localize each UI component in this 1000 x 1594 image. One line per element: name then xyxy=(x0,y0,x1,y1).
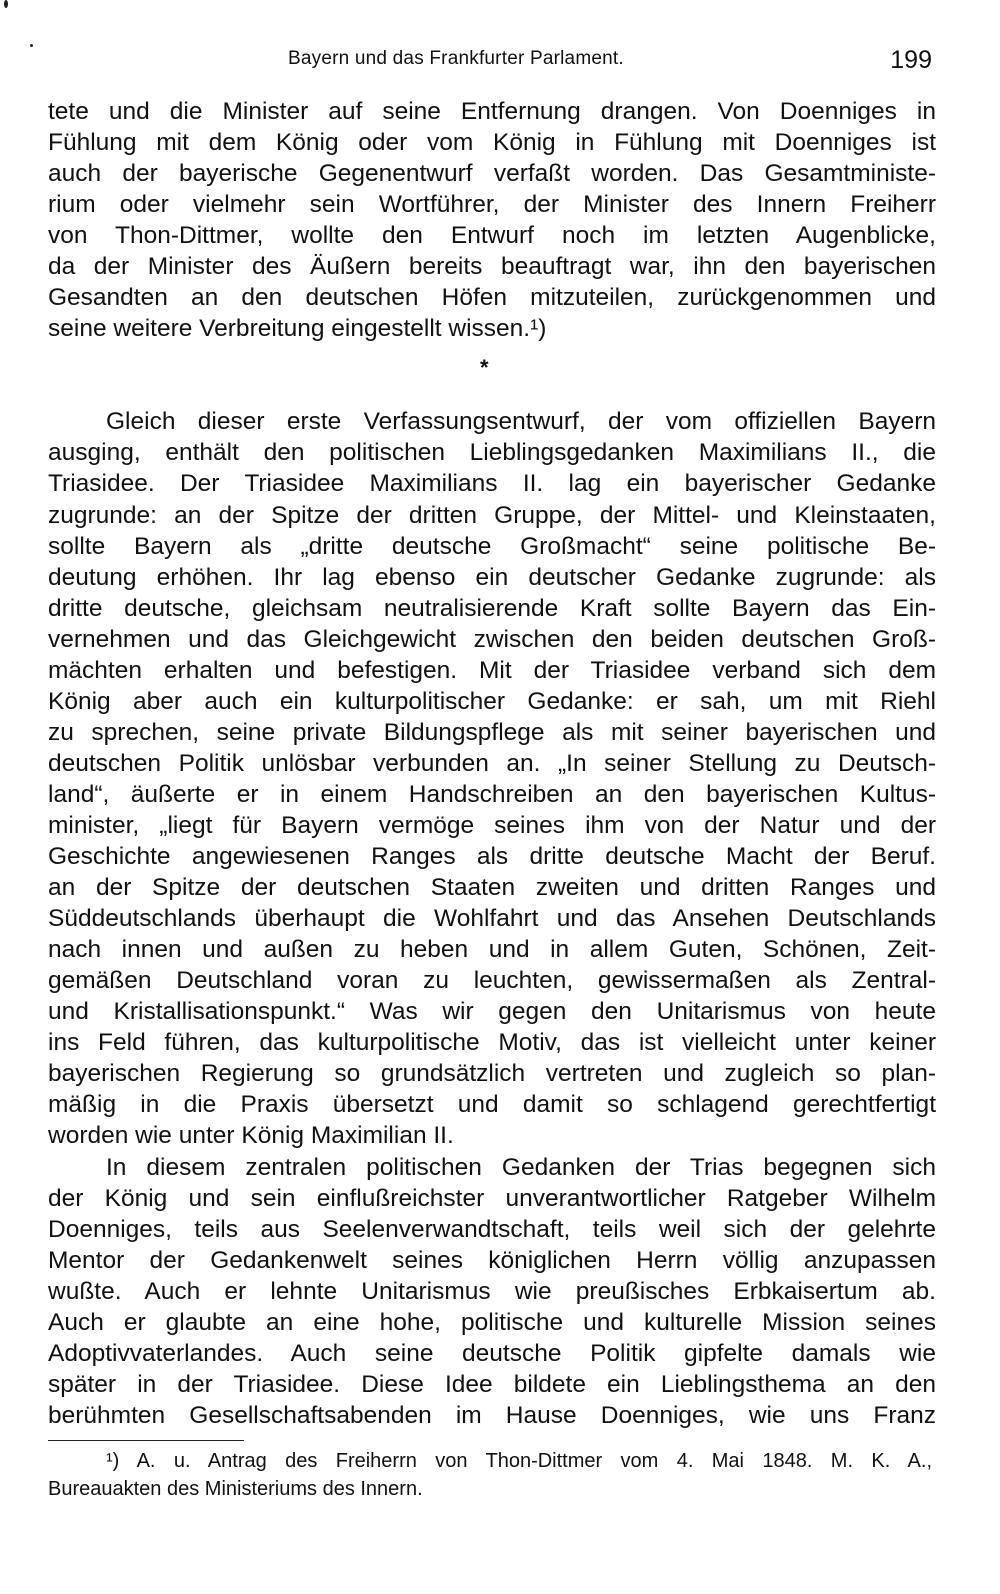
text-line: Auch er glaubte an eine hohe, politische und kulturelle Mission seines xyxy=(48,1308,936,1336)
text-line: Geschichte angewiesenen Ranges als dritte deutsche Macht der Beruf. xyxy=(48,843,936,871)
text-line: Gesandten an den deutschen Höfen mitzuteilen, zurückgenommen und xyxy=(48,284,936,312)
text-line: vernehmen und das Gleichgewicht zwischen den beiden deutschen Groß- xyxy=(48,625,936,653)
text-line: sollte Bayern als „dritte deutsche Großmacht“ seine politische Be- xyxy=(48,532,936,560)
text-line: Fühlung mit dem König oder vom König in Fühlung mit Doenniges ist xyxy=(48,129,936,157)
text-line: berühmten Gesellschaftsabenden im Hause Doenniges, wie uns Franz xyxy=(48,1401,936,1429)
text-line: bayerischen Regierung so grundsätzlich vertreten und zugleich so plan- xyxy=(48,1060,936,1088)
text-line: dritte deutsche, gleichsam neutralisierende Kraft sollte Bayern das Ein- xyxy=(48,594,936,622)
scan-speck xyxy=(30,44,33,47)
text-line: ausging, enthält den politischen Lieblingsgedanken Maximilians II., die xyxy=(48,439,936,467)
text-line: In diesem zentralen politischen Gedanken der Trias begegnen sich xyxy=(106,1153,936,1181)
text-line: ins Feld führen, das kulturpolitische Motiv, das ist vielleicht unter keiner xyxy=(48,1029,936,1057)
text-line: tete und die Minister auf seine Entfernung drangen. Von Doenniges in xyxy=(48,98,936,125)
text-line: der König und sein einflußreichster unverantwortlicher Ratgeber Wilhelm xyxy=(48,1184,936,1212)
text-line: da der Minister des Äußern bereits beauftragt war, ihn den bayerischen xyxy=(48,253,936,281)
section-separator xyxy=(48,344,936,406)
text-line: zugrunde: an der Spitze der dritten Gruppe, der Mittel- und Kleinstaaten, xyxy=(48,501,936,529)
text-line: zu sprechen, seine private Bildungspflege als mit seiner bayerischen und xyxy=(48,718,936,746)
text-line: gemäßen Deutschland voran zu leuchten, gewissermaßen als Zentral- xyxy=(48,967,936,995)
page-header xyxy=(48,48,936,84)
body-text xyxy=(48,96,936,1431)
text-line: an der Spitze der deutschen Staaten zweiten und dritten Ranges und xyxy=(48,874,936,902)
text-line: und Kristallisationspunkt.“ Was wir gegen den Unitarismus von heute xyxy=(48,998,936,1026)
text-line: Mentor der Gedankenwelt seines königlichen Herrn völlig anzupassen xyxy=(48,1246,936,1274)
paragraph-1 xyxy=(48,96,936,344)
text-line: König aber auch ein kulturpolitischer Gedanke: er sah, um mit Riehl xyxy=(48,687,936,715)
text-line: seine weitere Verbreitung eingestellt wissen.¹) xyxy=(48,315,547,343)
paragraph-3 xyxy=(48,1152,936,1431)
text-line: minister, „liegt für Bayern vermöge seines ihm von der Natur und der xyxy=(48,811,936,839)
text-line: mäßig in die Praxis übersetzt und damit so schlagend gerechtfertigt xyxy=(48,1091,936,1119)
text-line: nach innen und außen zu heben und in allem Guten, Schönen, Zeit- xyxy=(48,936,936,964)
text-line: Adoptivvaterlandes. Auch seine deutsche Politik gipfelte damals wie xyxy=(48,1339,936,1367)
separator-asterisk: * xyxy=(480,355,489,381)
page-number: 199 xyxy=(890,46,932,74)
footnote-rule xyxy=(48,1440,244,1441)
text-line: Gleich dieser erste Verfassungsentwurf, der vom offiziellen Bayern xyxy=(106,408,936,436)
text-line: Doenniges, teils aus Seelenverwandtschaft, teils weil sich der gelehrte xyxy=(48,1215,936,1243)
text-line: worden wie unter König Maximilian II. xyxy=(48,1122,454,1150)
text-line: land“, äußerte er in einem Handschreiben an den bayerischen Kultus- xyxy=(48,780,936,808)
text-line: rium oder vielmehr sein Wortführer, der Minister des Innern Freiherr xyxy=(48,191,936,219)
paragraph-2 xyxy=(48,406,936,1151)
text-line: Süddeutschlands überhaupt die Wohlfahrt und das Ansehen Deutschlands xyxy=(48,905,936,933)
running-head: Bayern und das Frankfurter Parlament. xyxy=(288,48,624,69)
scan-speck xyxy=(4,0,8,8)
text-line: auch der bayerische Gegenentwurf verfaßt worden. Das Gesamtministe- xyxy=(48,160,936,188)
footnote-line: ¹) A. u. Antrag des Freiherrn von Thon-Dittmer vom 4. Mai 1848. M. K. A., xyxy=(106,1450,932,1472)
text-line: deutung erhöhen. Ihr lag ebenso ein deutscher Gedanke zugrunde: als xyxy=(48,563,936,591)
footnote-line: Bureauakten des Ministeriums des Innern. xyxy=(48,1478,423,1500)
text-line: mächten erhalten und befestigen. Mit der Triasidee verband sich dem xyxy=(48,656,936,684)
text-line: Triasidee. Der Triasidee Maximilians II. lag ein bayerischer Gedanke xyxy=(48,470,936,498)
footnote xyxy=(48,1447,932,1503)
text-line: deutschen Politik unlösbar verbunden an. „In seiner Stellung zu Deutsch- xyxy=(48,749,936,777)
text-line: wußte. Auch er lehnte Unitarismus wie preußisches Erbkaisertum ab. xyxy=(48,1277,936,1305)
text-line: von Thon-Dittmer, wollte den Entwurf noch im letzten Augenblicke, xyxy=(48,222,936,250)
text-line: später in der Triasidee. Diese Idee bildete ein Lieblingsthema an den xyxy=(48,1370,936,1398)
